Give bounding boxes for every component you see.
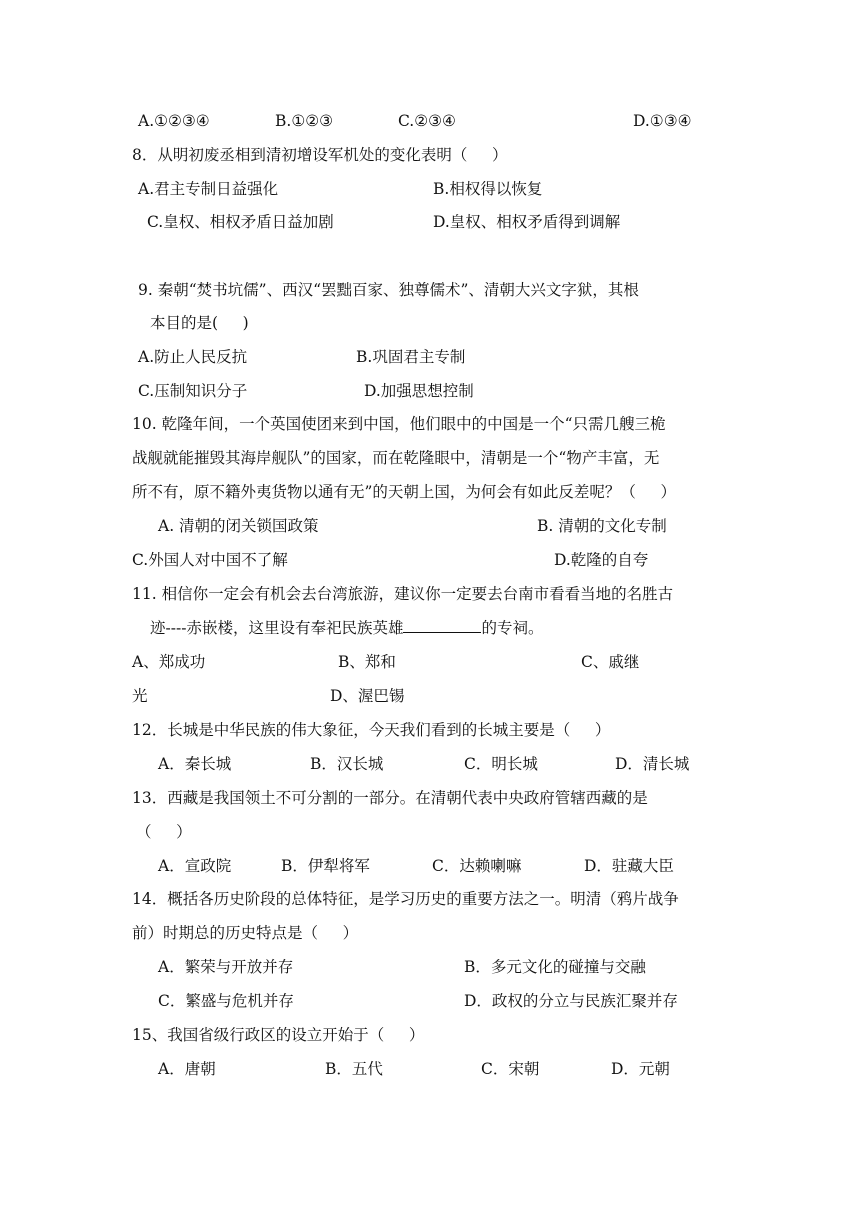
answer-blank <box>403 618 481 633</box>
q8-option-c: C.皇权、相权矛盾日益加剧 <box>147 213 334 231</box>
q11-option-d: D、渥巴锡 <box>330 687 405 705</box>
q10-stem-2: 战舰就能摧毁其海岸舰队”的国家，而在乾隆眼中，清朝是一个“物产丰富，无 <box>132 449 660 467</box>
q11-option-c-cont: 光 <box>132 687 148 705</box>
q11-stem-2 <box>150 617 543 639</box>
q13-stem-1: 13．西藏是我国领土不可分割的一部分。在清朝代表中央政府管辖西藏的是 <box>132 789 648 807</box>
q7-option-d: D.①③④ <box>633 112 692 130</box>
q12-option-d: D．清长城 <box>615 755 690 773</box>
q10-option-d: D.乾隆的自夸 <box>554 551 649 569</box>
q8-stem: 8．从明初废丞相到清初增设军机处的变化表明（ ） <box>132 146 508 164</box>
q12-option-c: C．明长城 <box>464 755 538 773</box>
q10-stem-3: 所不有，原不籍外夷货物以通有无”的天朝上国，为何会有如此反差呢？（ ） <box>132 483 677 501</box>
q13-option-c: C．达赖喇嘛 <box>432 857 522 875</box>
q12-option-a: A．秦长城 <box>158 755 232 773</box>
q15-option-d: D．元朝 <box>611 1060 670 1078</box>
q13-option-d: D．驻藏大臣 <box>584 857 674 875</box>
q8-option-a: A.君主专制日益强化 <box>138 180 279 198</box>
q7-option-b: B.①②③ <box>275 112 334 130</box>
q11-stem-2-after: 的专祠。 <box>481 619 544 637</box>
q10-option-a: A. 清朝的闭关锁国政策 <box>158 517 319 535</box>
q10-option-c: C.外国人对中国不了解 <box>132 551 288 569</box>
q13-option-b: B．伊犁将军 <box>281 857 370 875</box>
q14-stem-1: 14．概括各历史阶段的总体特征，是学习历史的重要方法之一。明清（鸦片战争 <box>132 890 679 908</box>
q15-stem: 15、我国省级行政区的设立开始于（ ） <box>132 1026 425 1044</box>
q11-stem-2-before: 迹----赤嵌楼，这里设有奉祀民族英雄 <box>150 619 404 637</box>
q9-option-b: B.巩固君主专制 <box>356 348 466 366</box>
q7-option-a: A.①②③④ <box>138 112 210 130</box>
q8-option-d: D.皇权、相权矛盾得到调解 <box>433 213 621 231</box>
q9-option-a: A.防止人民反抗 <box>138 348 248 366</box>
q14-option-c: C．繁盛与危机并存 <box>158 992 294 1010</box>
q15-option-b: B．五代 <box>325 1060 383 1078</box>
q9-stem-2: 本目的是( ) <box>150 314 249 332</box>
q14-option-b: B．多元文化的碰撞与交融 <box>464 958 646 976</box>
q14-option-a: A．繁荣与开放并存 <box>158 958 294 976</box>
q7-option-c: C.②③④ <box>398 112 456 130</box>
q11-stem-1: 11. 相信你一定会有机会去台湾旅游，建议你一定要去台南市看看当地的名胜古 <box>132 585 674 603</box>
q11-option-a: A、郑成功 <box>132 653 206 671</box>
q11-option-b: B、郑和 <box>338 653 396 671</box>
q12-stem: 12．长城是中华民族的伟大象征，今天我们看到的长城主要是（ ） <box>132 721 611 739</box>
q15-option-a: A．唐朝 <box>158 1060 216 1078</box>
q12-option-b: B．汉长城 <box>310 755 384 773</box>
q10-option-b: B. 清朝的文化专制 <box>537 517 667 535</box>
q9-option-c: C.压制知识分子 <box>138 382 248 400</box>
q9-option-d: D.加强思想控制 <box>364 382 474 400</box>
q14-option-d: D．政权的分立与民族汇聚并存 <box>464 992 678 1010</box>
q11-option-c: C、戚继 <box>581 653 640 671</box>
q13-option-a: A．宣政院 <box>158 857 232 875</box>
q9-stem-1: 9. 秦朝“焚书坑儒”、西汉“罢黜百家、独尊儒术”、清朝大兴文字狱，其根 <box>138 281 639 299</box>
q10-stem-1: 10. 乾隆年间，一个英国使团来到中国，他们眼中的中国是一个“只需几艘三桅 <box>132 415 666 433</box>
q13-stem-2: （ ） <box>136 823 192 841</box>
q8-option-b: B.相权得以恢复 <box>433 180 543 198</box>
q15-option-c: C．宋朝 <box>481 1060 540 1078</box>
q14-stem-2: 前）时期总的历史特点是（ ） <box>132 924 359 942</box>
